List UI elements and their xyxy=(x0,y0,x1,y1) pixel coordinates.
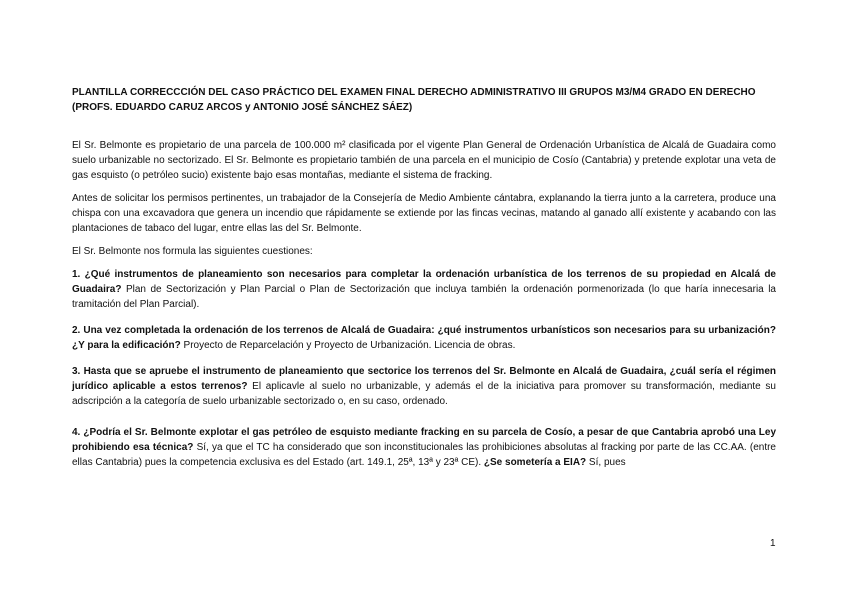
question-1-text: 1. ¿Qué instrumentos de planeamiento son necesarios para completar la ordenación urbanística de los terrenos de su propiedad en Alcalá de Guadaira? xyxy=(72,269,776,295)
answer-4-text: Sí, ya que el TC ha considerado que son inconstitucionales las prohibiciones absolutas al fracking por parte de las CC.AA. (entre ellas Cantabria) pues la competencia exclusiva es del Estado (art. 149.1, 25ª, 13ª y 23ª CE). xyxy=(72,442,776,468)
intro-paragraph-1: El Sr. Belmonte es propietario de una parcela de 100.000 m² clasificada por el vigente Plan General de Ordenación Urbanística de Alcalá de Guadaira como suelo urbanizable no sectorizado. El Sr. Belmonte es propietario también de una parcela en el municipio de Cosío (Cantabria) y pretende explotar una veta de gas esquisto (o petróleo sucio) existente bajo esas montañas, mediante el sistema de fracking. xyxy=(72,140,776,181)
answer-3-text: El aplicavle al suelo no urbanizable, y además el de la iniciativa para promover su transformación, mediante su adscripción a la categoría de suelo urbanizable sectorizado o, en su caso, ordenado. xyxy=(72,381,776,407)
intro-paragraph-2: Antes de solicitar los permisos pertinentes, un trabajador de la Consejería de Medio Ambiente cántabra, explanando la tierra junto a la carretera, produce una chispa con una excavadora que genera un incendio que rápidamente se extiende por las fincas vecinas, matando al ganado allí existente y acabando con las plantaciones de tabaco del lugar, entre ellas las del Sr. Belmonte. xyxy=(72,193,776,234)
document-body xyxy=(72,85,776,481)
document-title: PLANTILLA CORRECCCIÓN DEL CASO PRÁCTICO DEL EXAMEN FINAL DERECHO ADMINISTRATIVO III GRUPOS M3/M4 GRADO EN DERECHO (PROFS. EDUARDO CARUZ ARCOS y ANTONIO JOSÉ SÁNCHEZ SÁEZ) xyxy=(72,87,756,113)
question-3 xyxy=(72,364,776,409)
question-2-text: 2. Una vez completada la ordenación de los terrenos de Alcalá de Guadaira: ¿qué instrumentos urbanísticos son necesarios para su urbanización? ¿Y para la edificación? xyxy=(72,325,776,351)
question-3-text: 3. Hasta que se apruebe el instrumento de planeamiento que sectorice los terrenos del Sr. Belmonte en Alcalá de Guadaira, ¿cuál sería el régimen jurídico aplicable a estos terrenos? xyxy=(72,366,776,392)
question-1 xyxy=(72,267,776,312)
page-number: 1 xyxy=(770,538,776,549)
answer-1-text: Plan de Sectorización y Plan Parcial o Plan de Sectorización que incluya también la ordenación pormenorizada (lo que haría innecesaria la tramitación del Plan Parcial). xyxy=(72,284,776,310)
question-2 xyxy=(72,323,776,353)
question-4b-text: ¿Se sometería a EIA? xyxy=(481,457,587,468)
question-4-text: 4. ¿Podría el Sr. Belmonte explotar el gas petróleo de esquisto mediante fracking en su parcela de Cosío, a pesar de que Cantabria aprobó una Ley prohibiendo esa técnica? xyxy=(72,427,776,453)
intro-paragraph-3: El Sr. Belmonte nos formula las siguientes cuestiones: xyxy=(72,246,313,257)
answer-4b-text: Sí, pues xyxy=(586,457,626,468)
answer-2-text: Proyecto de Reparcelación y Proyecto de Urbanización. Licencia de obras. xyxy=(180,340,516,351)
question-4 xyxy=(72,425,776,470)
